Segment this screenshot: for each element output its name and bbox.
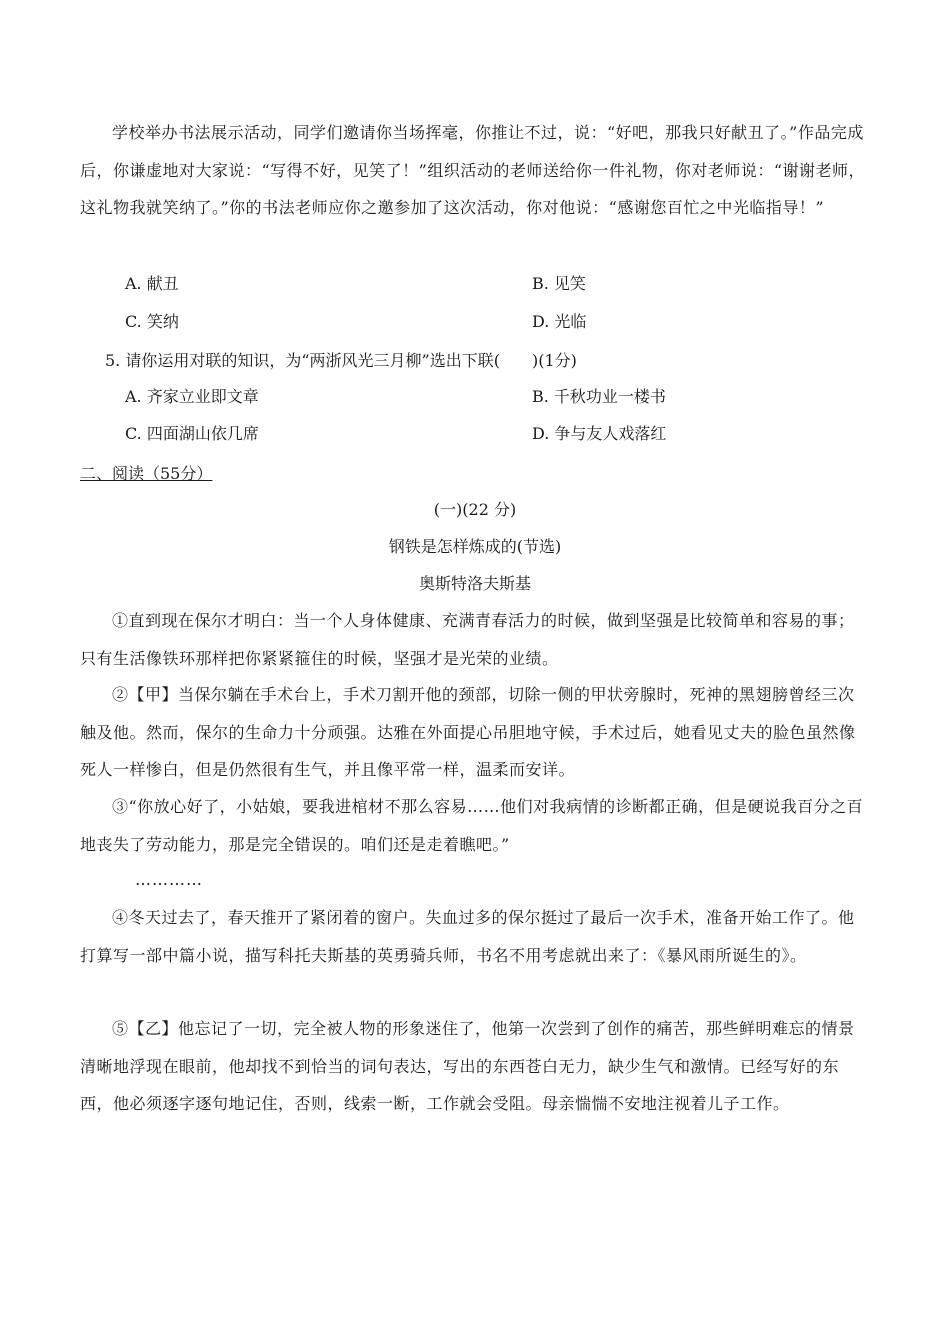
article-author: 奥斯特洛夫斯基 <box>418 574 531 593</box>
q5-options-row-2 <box>125 415 870 452</box>
q4-option-b[interactable]: B. 见笑 <box>532 274 586 293</box>
q5-options-row-1 <box>125 378 870 415</box>
q5-option-d[interactable]: D. 争与友人戏落红 <box>532 424 667 443</box>
section-title: 二、阅读（55分） <box>80 464 213 483</box>
passage-paragraph-5: ⑤【乙】他忘记了一切，完全被人物的形象迷住了，他第一次尝到了创作的痛苦，那些鲜明难忘的情景清晰地浮现在眼前，他却找不到恰当的词句表达，写出的东西苍白无力，缺少生气和激情。已经写好的东西，他必须逐字逐句地记住，否则，线索一断，工作就会受阻。母亲惴惴不安地注视着儿子工作。 <box>80 1019 855 1113</box>
passage-paragraph-4: ④冬天过去了，春天推开了紧闭着的窗户。失血过多的保尔挺过了最后一次手术，准备开始工作了。他打算写一部中篇小说，描写科托夫斯基的英勇骑兵师，书名不用考虑就出来了：《暴风雨所诞生的》。 <box>80 908 855 965</box>
part-heading: (一)(22 分) <box>433 500 517 519</box>
q4-paragraph: 学校举办书法展示活动，同学们邀请你当场挥毫，你推让不过，说：“好吧，那我只好献丑了。”作品完成后，你谦虚地对大家说：“写得不好，见笑了！”组织活动的老师送给你一件礼物，你对老师说：“谢谢老师，这礼物我就笑纳了。”你的书法老师应你之邀参加了这次活动，你对他说：“感谢您百忙之中光临指导！” <box>80 123 866 217</box>
passage-ellipsis: ………… <box>135 870 203 889</box>
passage-paragraph-2: ②【甲】当保尔躺在手术台上，手术刀割开他的颈部，切除一侧的甲状旁腺时，死神的黑翅膀曾经三次触及他。然而，保尔的生命力十分顽强。达雅在外面提心吊胆地守候，手术过后，她看见丈夫的脸色虽然像死人一样惨白，但是仍然很有生气，并且像平常一样，温柔而安详。 <box>80 685 856 779</box>
q4-option-a[interactable]: A. 献丑 <box>125 274 179 293</box>
q5-option-a[interactable]: A. 齐家立业即文章 <box>125 387 259 406</box>
q5-option-b[interactable]: B. 千秋功业一楼书 <box>532 387 666 406</box>
passage-paragraph-1: ①直到现在保尔才明白：当一个人身体健康、充满青春活力的时候，做到坚强是比较简单和容易的事；只有生活像铁环那样把你紧紧箍住的时候，坚强才是光荣的业绩。 <box>80 611 855 668</box>
passage-paragraph-3: ③“你放心好了，小姑娘，要我进棺材不那么容易……他们对我病情的诊断都正确，但是硬说我百分之百地丧失了劳动能力，那是完全错误的。咱们还是走着瞧吧。” <box>80 797 864 854</box>
q5-option-c[interactable]: C. 四面湖山依几席 <box>125 424 259 443</box>
article-title: 钢铁是怎样炼成的(节选) <box>388 537 562 556</box>
q4-options-row-2 <box>125 303 870 340</box>
q4-option-d[interactable]: D. 光临 <box>532 312 587 331</box>
q4-options-row-1 <box>125 265 870 302</box>
q5-question: 5. 请你运用对联的知识，为“两浙风光三月柳”选出下联( )(1分) <box>105 351 577 370</box>
q4-option-c[interactable]: C. 笑纳 <box>125 312 179 331</box>
